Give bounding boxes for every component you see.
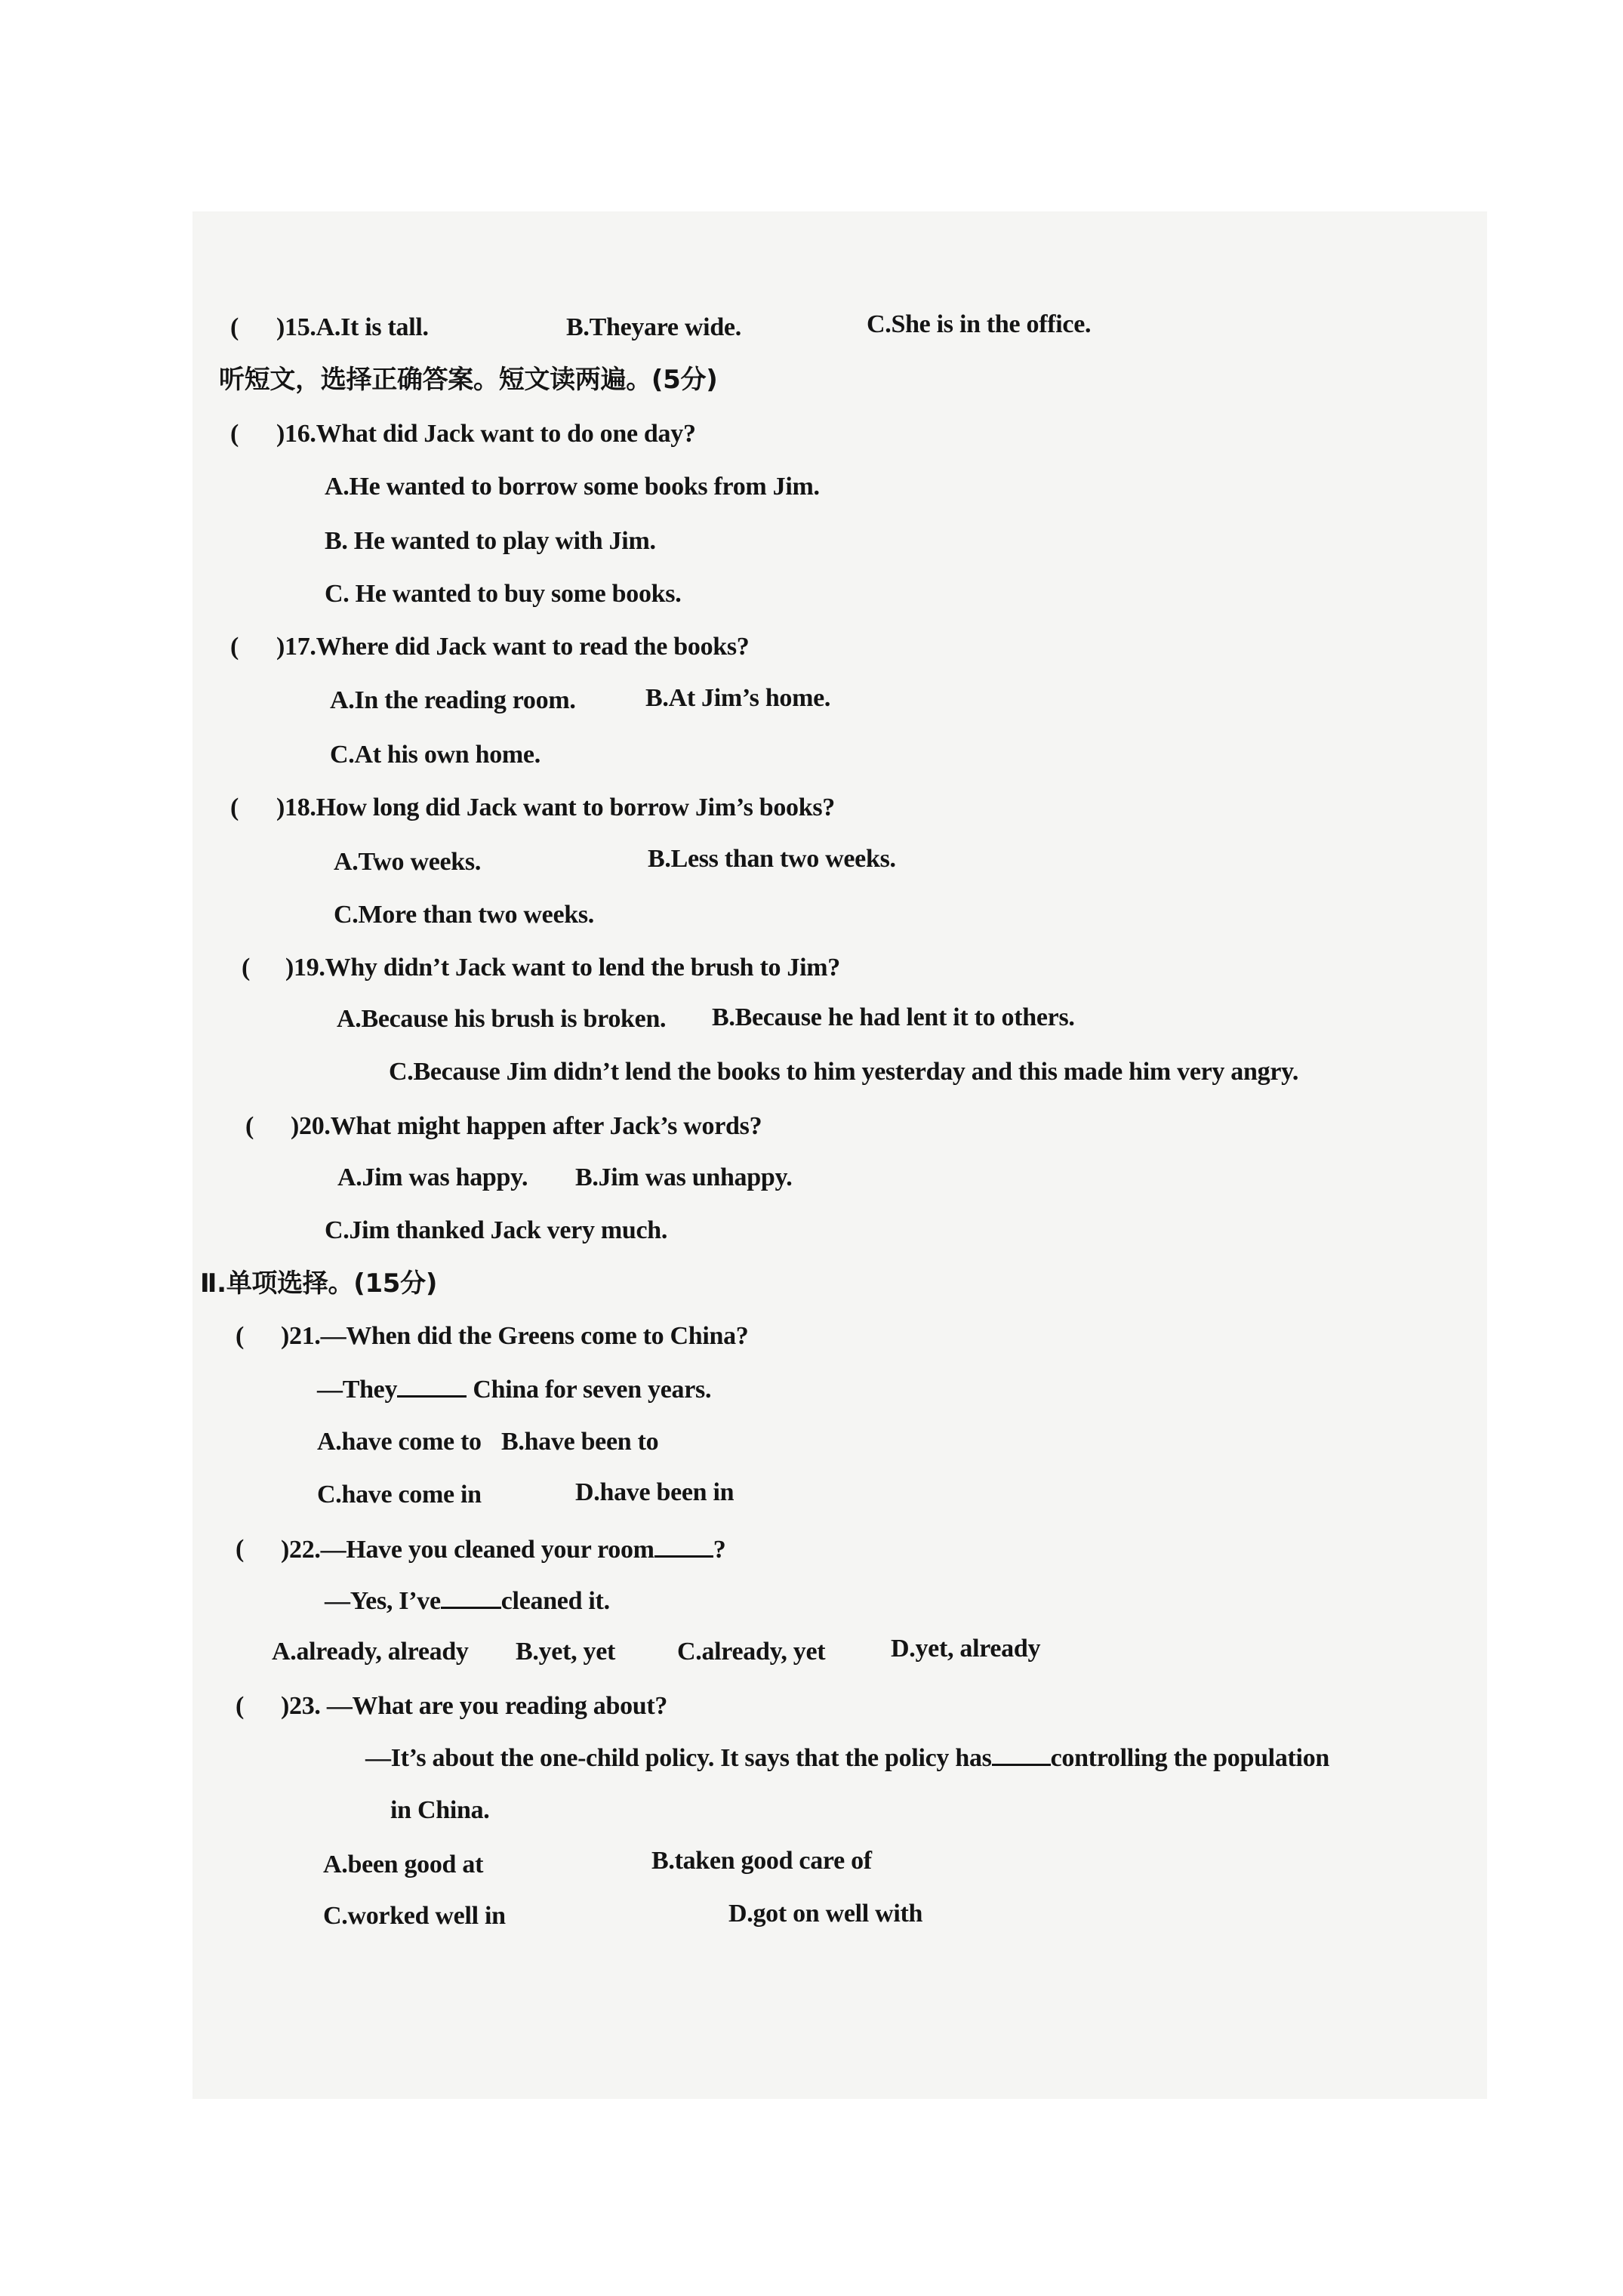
q16-option-c: C. He wanted to buy some books. [325, 580, 682, 608]
q15-option-b: B.Theyare wide. [566, 313, 741, 341]
q15-number: )15.A.It is tall. [276, 313, 429, 341]
q20-option-c: C.Jim thanked Jack very much. [325, 1216, 668, 1244]
section-single-choice-heading: Ⅱ.单项选择。(15分) [200, 1268, 438, 1299]
q20-option-b: B.Jim was unhappy. [575, 1163, 793, 1191]
q16-option-b: B. He wanted to play with Jim. [325, 527, 656, 555]
q21-paren: ( [236, 1322, 245, 1350]
q23-paren: ( [236, 1692, 245, 1720]
q23-option-d: D.got on well with [728, 1900, 923, 1928]
q17-paren: ( [230, 633, 239, 661]
q17-option-a: A.In the reading room. [330, 686, 576, 714]
q23-blank[interactable] [992, 1743, 1051, 1766]
q21-option-c: C.have come in [317, 1481, 482, 1509]
q23-option-a: A.been good at [323, 1851, 484, 1878]
q20-stem: )20.What might happen after Jack’s words? [291, 1112, 762, 1140]
q16-option-a: A.He wanted to borrow some books from Jim. [325, 473, 820, 501]
q21-option-b: B.have been to [501, 1428, 659, 1456]
q17-stem: )17.Where did Jack want to read the books? [276, 633, 750, 661]
q22-reply: —Yes, I’ve cleaned it. [325, 1587, 610, 1615]
q21-reply: —They China for seven years. [317, 1376, 712, 1404]
q21-blank[interactable] [397, 1374, 467, 1398]
q20-paren: ( [245, 1112, 254, 1140]
q18-option-a: A.Two weeks. [334, 848, 482, 876]
q22-blank-1[interactable] [654, 1534, 713, 1558]
q18-option-c: C.More than two weeks. [334, 901, 595, 929]
q19-stem: )19.Why didn’t Jack want to lend the brush to Jim? [285, 954, 840, 982]
q15-paren: ( [230, 313, 239, 341]
q18-option-b: B.Less than two weeks. [648, 845, 896, 873]
q23-option-b: B.taken good care of [651, 1847, 872, 1875]
section-listening-heading: 听短文，选择正确答案。短文读两遍。(5分) [219, 365, 718, 395]
q23-reply: —It’s about the one-child policy. It says that the policy has controlling the population [365, 1744, 1329, 1772]
q22-blank-2[interactable] [441, 1586, 501, 1609]
q18-stem: )18.How long did Jack want to borrow Jim’s books? [276, 794, 835, 821]
q16-stem: )16.What did Jack want to do one day? [276, 420, 696, 448]
q18-paren: ( [230, 794, 239, 821]
q22-paren: ( [236, 1535, 245, 1563]
q15-option-c: C.She is in the office. [867, 310, 1092, 338]
q22-option-a: A.already, already [272, 1638, 469, 1666]
q16-paren: ( [230, 420, 239, 448]
q20-option-a: A.Jim was happy. [337, 1163, 528, 1191]
q21-option-d: D.have been in [575, 1478, 735, 1506]
q21-stem: )21.—When did the Greens come to China? [281, 1322, 749, 1350]
q21-option-a: A.have come to [317, 1428, 482, 1456]
q19-option-a: A.Because his brush is broken. [337, 1005, 667, 1033]
q19-paren: ( [242, 954, 251, 982]
q19-option-b: B.Because he had lent it to others. [712, 1003, 1075, 1031]
q19-option-c: C.Because Jim didn’t lend the books to him yesterday and this made him very angry. [389, 1058, 1299, 1086]
q23-stem: )23. —What are you reading about? [281, 1692, 668, 1720]
q22-option-d: D.yet, already [891, 1635, 1041, 1663]
q17-option-b: B.At Jim’s home. [645, 684, 831, 712]
q23-reply-continued: in China. [390, 1796, 490, 1824]
q22-stem: )22.—Have you cleaned your room ? [281, 1536, 726, 1564]
q23-option-c: C.worked well in [323, 1902, 506, 1930]
q22-option-c: C.already, yet [677, 1638, 826, 1666]
q22-option-b: B.yet, yet [516, 1638, 616, 1666]
q17-option-c: C.At his own home. [330, 741, 540, 769]
